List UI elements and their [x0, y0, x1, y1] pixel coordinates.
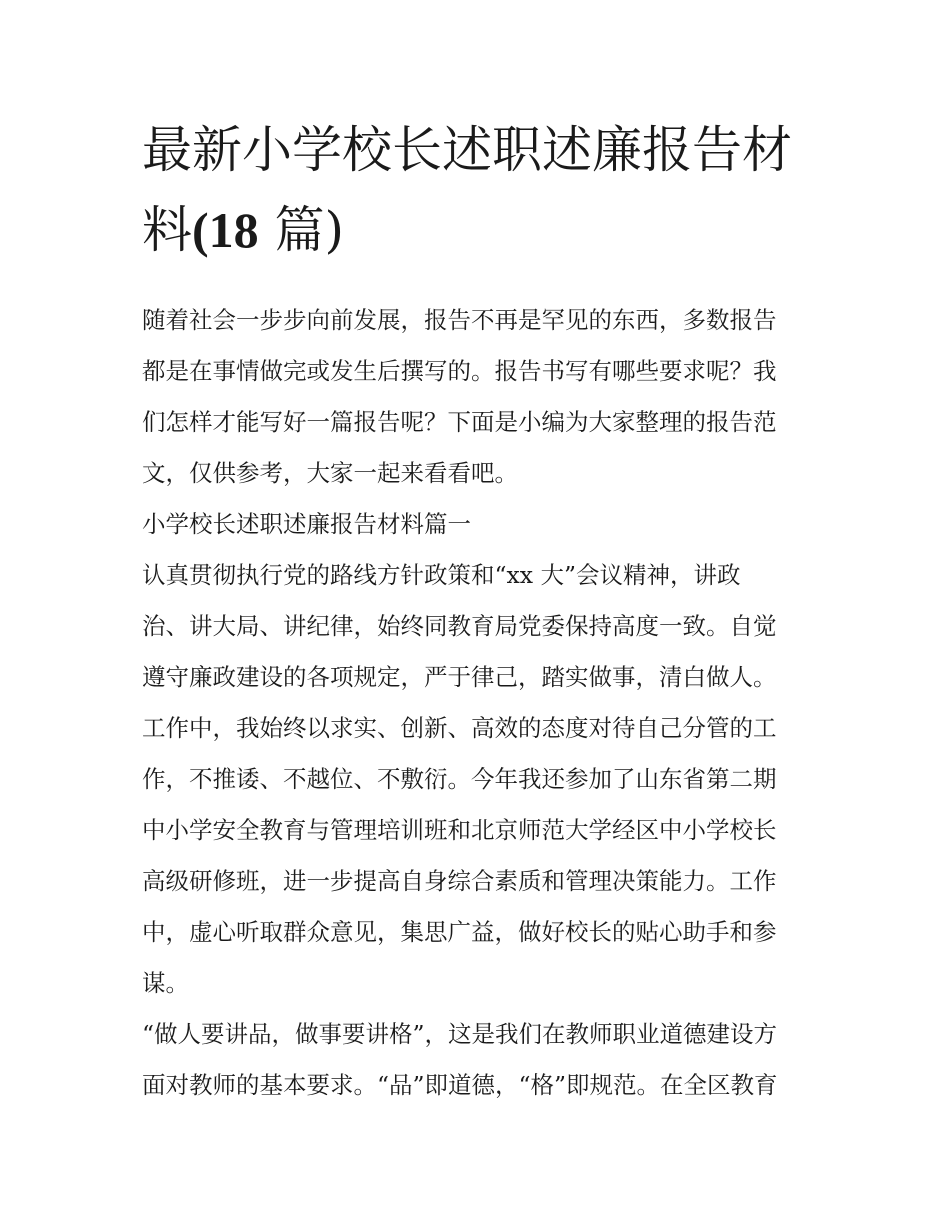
body-line: 治、讲大局、讲纪律，始终同教育局党委保持高度一致。自觉 [142, 612, 777, 640]
title-prefix: 料 [142, 201, 192, 259]
body-line: 高级研修班，进一步提高自身综合素质和管理决策能力。工作 [142, 867, 777, 895]
body-paragraph-2 [142, 1009, 812, 1111]
title-line-2 [142, 190, 812, 270]
body-line: 作，不推诿、不越位、不敷衍。今年我还参加了山东省第二期 [142, 765, 777, 793]
body-line: 谋。 [142, 969, 189, 997]
section-heading: 小学校长述职述廉报告材料篇一 [142, 510, 471, 538]
intro-line: 文，仅供参考，大家一起来看看吧。 [142, 459, 518, 487]
intro-line: 随着社会一步步向前发展，报告不再是罕见的东西，多数报告 [142, 306, 777, 334]
body-paragraph-1 [142, 550, 812, 1009]
title-suffix: 篇) [258, 201, 345, 259]
body-line: 中，虚心听取群众意见，集思广益，做好校长的贴心助手和参 [142, 918, 777, 946]
document-title [142, 110, 812, 270]
intro-line: 都是在事情做完或发生后撰写的。报告书写有哪些要求呢？我 [142, 357, 777, 385]
body-line: 工作中，我始终以求实、创新、高效的态度对待自己分管的工 [142, 714, 777, 742]
intro-line: 们怎样才能写好一篇报告呢？下面是小编为大家整理的报告范 [142, 408, 777, 436]
title-line-1: 最新小学校长述职述廉报告材 [142, 121, 792, 179]
document-page [142, 110, 812, 1111]
title-count: (18 [192, 202, 259, 258]
body-line: “做人要讲品，做事要讲格”，这是我们在教师职业道德建设方 [142, 1020, 778, 1048]
intro-paragraph [142, 295, 812, 499]
body-line: 面对教师的基本要求。“品”即道德，“格”即规范。在全区教育 [142, 1071, 778, 1099]
body-line: 中小学安全教育与管理培训班和北京师范大学经区中小学校长 [142, 816, 777, 844]
body-line: 认真贯彻执行党的路线方针政策和“xx 大”会议精神，讲政 [142, 561, 741, 589]
body-line: 遵守廉政建设的各项规定，严于律己，踏实做事，清白做人。 [142, 663, 777, 691]
